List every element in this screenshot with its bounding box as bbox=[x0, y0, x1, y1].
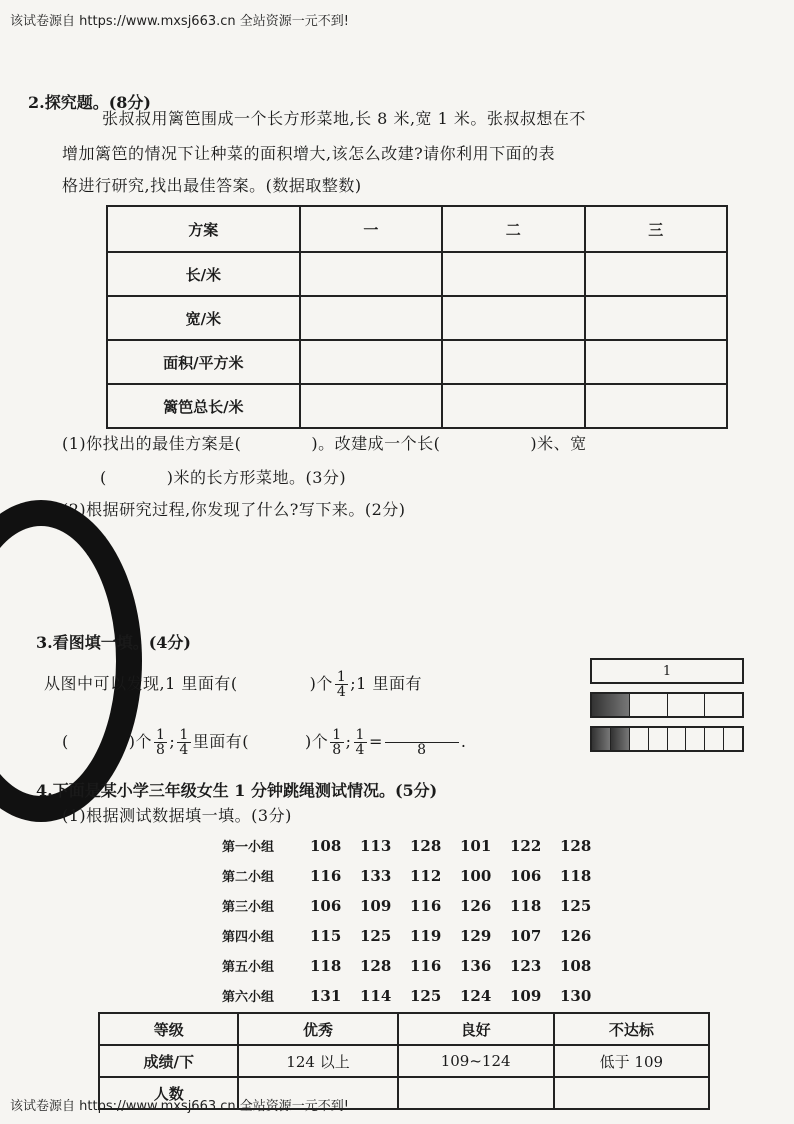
score-value: 118 bbox=[310, 957, 342, 975]
bar-cell bbox=[705, 694, 742, 716]
score-value: 136 bbox=[460, 957, 492, 975]
grade-header-cell: 不达标 bbox=[554, 1013, 709, 1045]
q3-line2-g: = bbox=[368, 732, 383, 751]
group-label: 第二小组 bbox=[222, 870, 275, 885]
frac-den: 4 bbox=[179, 742, 189, 758]
fraction-one-quarter bbox=[354, 728, 367, 757]
frac-den: 8 bbox=[156, 742, 166, 758]
bar-cell-shaded bbox=[611, 728, 630, 750]
q3-line1-a: 从图中可以发现,1 里面有( bbox=[44, 674, 238, 693]
bar-cell bbox=[686, 728, 705, 750]
q2-sub1-a: (1)你找出的最佳方案是( bbox=[62, 434, 242, 453]
bar-quarters bbox=[590, 692, 744, 718]
q3-line1-b: )个 bbox=[309, 674, 333, 693]
score-value: 116 bbox=[410, 957, 442, 975]
grade-score-cell: 低于 109 bbox=[554, 1045, 709, 1077]
plan-header-cell: 方案 bbox=[107, 206, 300, 252]
q3-line2-f: ; bbox=[345, 732, 352, 751]
q3-line2-c: ; bbox=[169, 732, 176, 751]
plan-answer-cell[interactable] bbox=[300, 384, 442, 428]
plan-answer-cell[interactable] bbox=[442, 296, 584, 340]
plan-header-cell: 二 bbox=[442, 206, 584, 252]
watermark-top: 该试卷源自 https://www.mxsj663.cn 全站资源一元不到! bbox=[10, 14, 349, 29]
q3-title: 3.看图填一填。(4分) bbox=[36, 633, 191, 652]
q3-line2-b: )个 bbox=[128, 732, 152, 751]
q2-line2: 增加篱笆的情况下让种菜的面积增大,该怎么改建?请你利用下面的表 bbox=[62, 144, 556, 163]
plan-answer-cell[interactable] bbox=[300, 340, 442, 384]
data-row-group bbox=[222, 986, 610, 1005]
score-value: 119 bbox=[410, 927, 442, 945]
plan-answer-cell[interactable] bbox=[442, 340, 584, 384]
plan-row-label: 长/米 bbox=[107, 252, 300, 296]
bar-cell-shaded bbox=[592, 728, 611, 750]
score-value: 130 bbox=[560, 987, 592, 1005]
grade-count-cell[interactable] bbox=[554, 1077, 709, 1109]
score-value: 123 bbox=[510, 957, 542, 975]
q3-line1-c: ;1 里面有 bbox=[350, 674, 422, 693]
plan-answer-cell[interactable] bbox=[585, 296, 727, 340]
score-value: 115 bbox=[310, 927, 342, 945]
frac-num: 1 bbox=[156, 727, 166, 743]
bar-cell bbox=[668, 728, 687, 750]
data-row-group bbox=[222, 866, 610, 885]
q2-sub1-c: )米、宽 bbox=[530, 434, 587, 453]
score-value: 122 bbox=[510, 837, 542, 855]
plan-answer-cell[interactable] bbox=[300, 252, 442, 296]
score-value: 101 bbox=[460, 837, 492, 855]
data-row-group bbox=[222, 926, 610, 945]
grade-score-cell: 109~124 bbox=[398, 1045, 554, 1077]
plan-answer-cell[interactable] bbox=[585, 340, 727, 384]
fraction-one-eighth bbox=[330, 728, 343, 757]
q4-sub1: (1)根据测试数据填一填。(3分) bbox=[62, 806, 292, 825]
score-value: 116 bbox=[310, 867, 342, 885]
group-label: 第四小组 bbox=[222, 930, 275, 945]
plan-header-cell: 三 bbox=[585, 206, 727, 252]
score-value: 126 bbox=[560, 927, 592, 945]
plan-answer-cell[interactable] bbox=[300, 296, 442, 340]
score-value: 109 bbox=[360, 897, 392, 915]
frac-num-blank[interactable] bbox=[385, 728, 459, 743]
frac-num: 1 bbox=[336, 669, 347, 685]
score-value: 109 bbox=[510, 987, 542, 1005]
fraction-one-eighth bbox=[154, 728, 167, 757]
q3-line2-e: )个 bbox=[304, 732, 329, 751]
frac-num: 1 bbox=[332, 727, 342, 743]
data-row-group bbox=[222, 956, 610, 975]
bar-whole bbox=[590, 658, 744, 684]
frac-num: 1 bbox=[179, 727, 189, 743]
fraction-one-quarter bbox=[335, 670, 348, 699]
q3-line2 bbox=[62, 726, 466, 758]
grade-header-cell: 良好 bbox=[398, 1013, 554, 1045]
plan-answer-cell[interactable] bbox=[442, 252, 584, 296]
data-row-group bbox=[222, 836, 610, 855]
watermark-bottom: 该试卷源自 https://www.mxsj663.cn 全站资源一元不到! bbox=[10, 1099, 349, 1114]
bar-eighths bbox=[590, 726, 744, 752]
binding-ring-decoration bbox=[0, 500, 142, 822]
plan-row-label: 宽/米 bbox=[107, 296, 300, 340]
q2-sub1-line2 bbox=[100, 462, 346, 494]
plan-answer-cell[interactable] bbox=[585, 252, 727, 296]
plan-answer-cell[interactable] bbox=[585, 384, 727, 428]
plan-row-label: 篱笆总长/米 bbox=[107, 384, 300, 428]
grade-header-cell: 优秀 bbox=[238, 1013, 397, 1045]
data-row-group bbox=[222, 896, 610, 915]
score-value: 107 bbox=[510, 927, 542, 945]
frac-den: 8 bbox=[417, 742, 427, 758]
bar-cell bbox=[630, 728, 649, 750]
q2-line3: 格进行研究,找出最佳答案。(数据取整数) bbox=[62, 176, 362, 195]
bar-cell-shaded bbox=[592, 694, 630, 716]
fraction-blank-over-eight[interactable] bbox=[385, 728, 459, 757]
fraction-one-quarter bbox=[177, 728, 190, 757]
group-label: 第五小组 bbox=[222, 960, 275, 975]
q3-line1 bbox=[44, 668, 422, 700]
q2-sub1-e: )米的长方形菜地。(3分) bbox=[166, 468, 347, 487]
group-label: 第六小组 bbox=[222, 990, 275, 1005]
q3-line2-h: . bbox=[460, 732, 467, 751]
grade-score-cell: 124 以上 bbox=[238, 1045, 397, 1077]
score-value: 131 bbox=[310, 987, 342, 1005]
group-label: 第三小组 bbox=[222, 900, 275, 915]
bar-whole-label: 1 bbox=[662, 663, 672, 679]
score-value: 118 bbox=[510, 897, 542, 915]
score-value: 125 bbox=[360, 927, 392, 945]
plan-table bbox=[106, 205, 728, 429]
score-value: 106 bbox=[310, 897, 342, 915]
q2-line1: 张叔叔用篱笆围成一个长方形菜地,长 8 米,宽 1 米。张叔叔想在不 bbox=[102, 109, 586, 128]
score-value: 100 bbox=[460, 867, 492, 885]
score-value: 128 bbox=[560, 837, 592, 855]
grade-count-cell[interactable] bbox=[398, 1077, 554, 1109]
bar-cell bbox=[724, 728, 742, 750]
group-label: 第一小组 bbox=[222, 840, 275, 855]
score-value: 125 bbox=[410, 987, 442, 1005]
frac-den: 8 bbox=[332, 742, 342, 758]
score-value: 112 bbox=[410, 867, 442, 885]
bar-cell bbox=[630, 694, 668, 716]
q3-line2-a: ( bbox=[62, 732, 69, 751]
frac-num: 1 bbox=[355, 727, 365, 743]
score-value: 118 bbox=[560, 867, 592, 885]
score-value: 129 bbox=[460, 927, 492, 945]
frac-den: 4 bbox=[355, 742, 365, 758]
score-value: 133 bbox=[360, 867, 392, 885]
score-value: 108 bbox=[560, 957, 592, 975]
bar-cell bbox=[705, 728, 724, 750]
score-value: 106 bbox=[510, 867, 542, 885]
score-value: 125 bbox=[560, 897, 592, 915]
bar-cell bbox=[668, 694, 706, 716]
q4-title: 4.下面是某小学三年级女生 1 分钟跳绳测试情况。(5分) bbox=[36, 781, 438, 800]
score-value: 114 bbox=[360, 987, 392, 1005]
q3-line2-d: 里面有( bbox=[192, 732, 249, 751]
plan-answer-cell[interactable] bbox=[442, 384, 584, 428]
score-value: 108 bbox=[310, 837, 342, 855]
plan-row-label: 面积/平方米 bbox=[107, 340, 300, 384]
grade-score-label: 成绩/下 bbox=[99, 1045, 238, 1077]
grade-header-cell: 等级 bbox=[99, 1013, 238, 1045]
bar-cell bbox=[649, 728, 668, 750]
score-value: 124 bbox=[460, 987, 492, 1005]
score-value: 128 bbox=[360, 957, 392, 975]
grade-count-label: 人数 bbox=[99, 1077, 238, 1109]
score-value: 116 bbox=[410, 897, 442, 915]
score-value: 126 bbox=[460, 897, 492, 915]
plan-header-cell: 一 bbox=[300, 206, 442, 252]
score-value: 128 bbox=[410, 837, 442, 855]
q2-sub1-d: ( bbox=[100, 468, 107, 487]
q2-sub1-line1 bbox=[62, 428, 587, 460]
q2-sub1-b: )。改建成一个长( bbox=[311, 434, 441, 453]
q2-title: 2.探究题。(8分) bbox=[28, 93, 151, 112]
score-value: 113 bbox=[360, 837, 392, 855]
frac-den: 4 bbox=[336, 684, 347, 700]
q2-sub2: (2)根据研究过程,你发现了什么?写下来。(2分) bbox=[62, 500, 406, 519]
